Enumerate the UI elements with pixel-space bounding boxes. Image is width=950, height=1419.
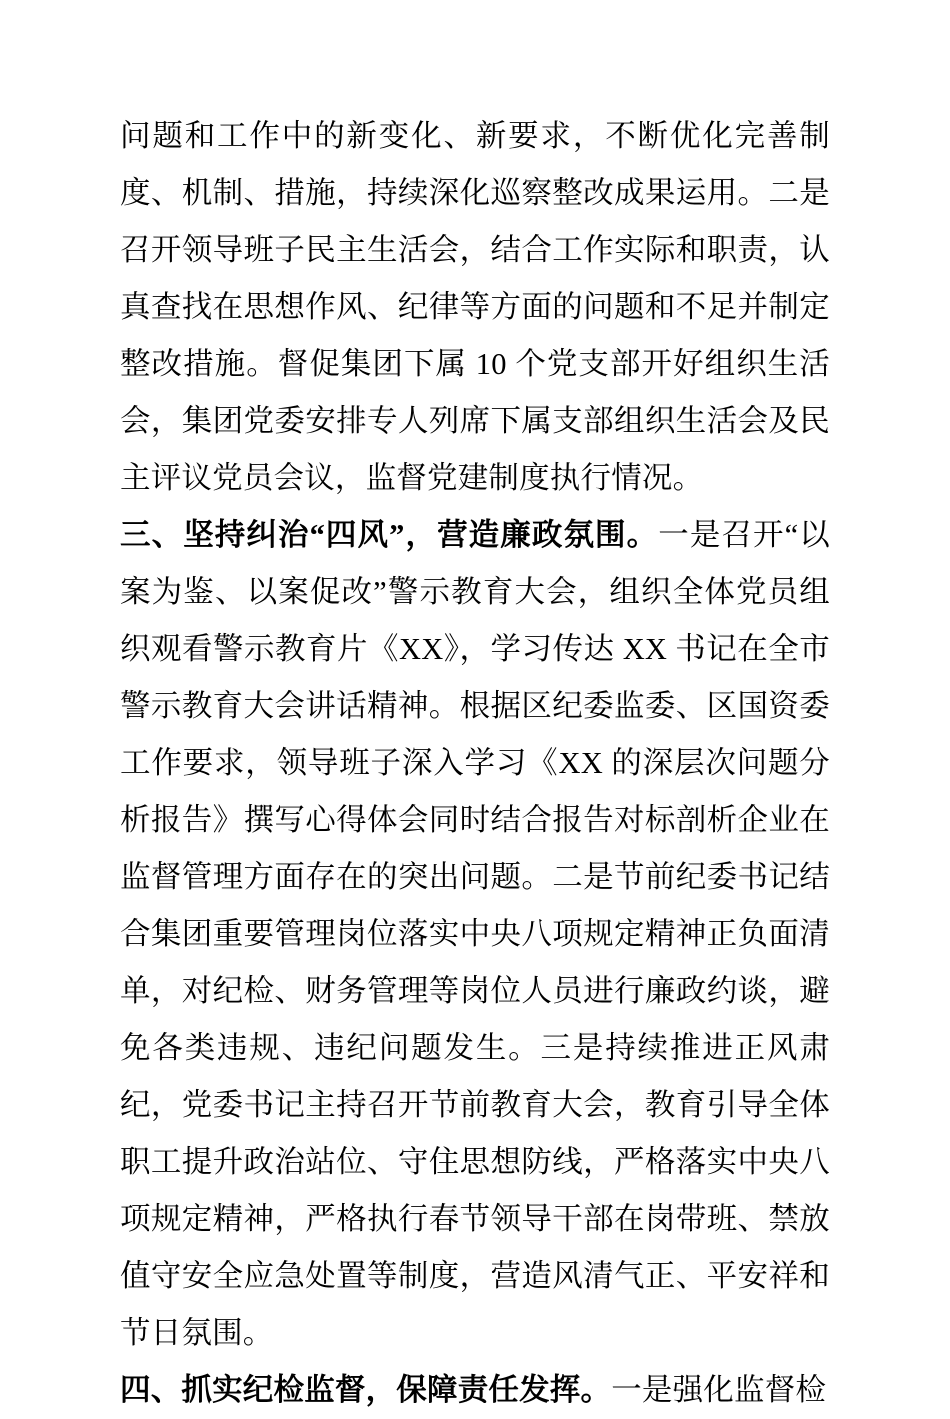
paragraph-section-four [120, 1362, 830, 1419]
section-four-body: 一是强化监督检 [611, 1373, 827, 1407]
section-heading-three: 三、坚持纠治“四风”，营造廉政氛围。 [120, 518, 659, 552]
section-heading-four: 四、抓实纪检监督，保障责任发挥。 [120, 1373, 612, 1407]
section-three-body: 一是召开“以案为鉴、以案促改”警示教育大会，组织全体党员组织观看警示教育片《XX》，学习传达 XX 书记在全市警示教育大会讲话精神。根据区纪委监委、区国资委工作要求，领导班子深入学习《XX 的深层次问题分析报告》撰写心得体会同时结合报告对标剖析企业在监督管理方面存在的突出问题。二是节前纪委书记结合集团重要管理岗位落实中央八项规定精神正负面清单，对纪检、财务管理等岗位人员进行廉政约谈，避免各类违规、违纪问题发生。三是持续推进正风肃纪，党委书记主持召开节前教育大会，教育引导全体职工提升政治站位、守住思想防线，严格落实中央八项规定精神，严格执行春节领导干部在岗带班、禁放值守安全应急处置等制度，营造风清气正、平安祥和节日氛围。 [120, 518, 830, 1350]
paragraph-text: 问题和工作中的新变化、新要求，不断优化完善制度、机制、措施，持续深化巡察整改成果运用。二是召开领导班子民主生活会，结合工作实际和职责，认真查找在思想作风、纪律等方面的问题和不足并制定整改措施。督促集团下属 10 个党支部开好组织生活会，集团党委安排专人列席下属支部组织生活会及民主评议党员会议，监督党建制度执行情况。 [120, 119, 830, 495]
paragraph-section-three [120, 507, 830, 1362]
document-body [120, 108, 830, 1419]
paragraph-continuation [120, 108, 830, 507]
